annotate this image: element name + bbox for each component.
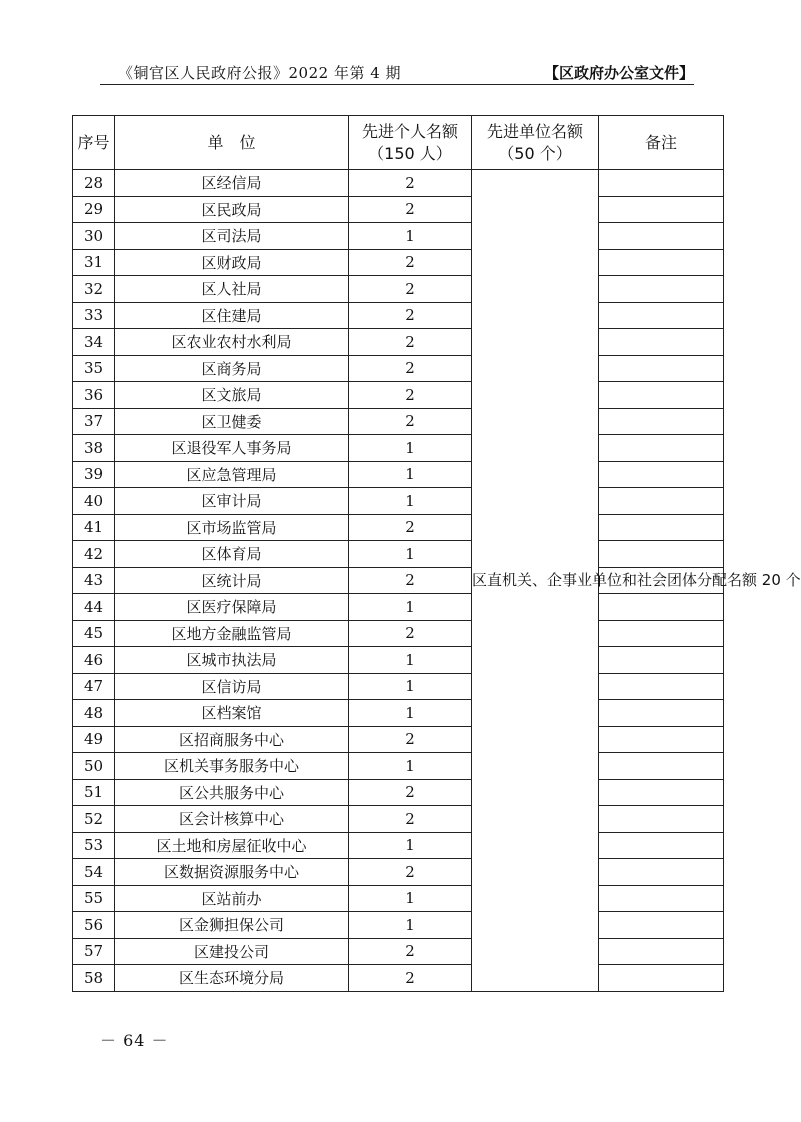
row-remark: [599, 938, 724, 965]
row-remark: [599, 753, 724, 780]
row-individual-quota: 2: [349, 965, 472, 992]
row-individual-quota: 2: [349, 938, 472, 965]
row-index: 44: [73, 594, 115, 621]
row-individual-quota: 1: [349, 753, 472, 780]
document-category: 【区政府办公室文件】: [544, 64, 695, 82]
row-index: 34: [73, 329, 115, 356]
row-individual-quota: 1: [349, 488, 472, 515]
row-remark: [599, 620, 724, 647]
row-remark: [599, 594, 724, 621]
row-individual-quota: 2: [349, 408, 472, 435]
column-header-individual-quota: [349, 116, 472, 170]
table-row: [73, 859, 724, 886]
row-index: 36: [73, 382, 115, 409]
table-row: [73, 541, 724, 568]
row-unit-name: 区医疗保障局: [115, 594, 349, 621]
row-index: 39: [73, 461, 115, 488]
table-row: [73, 514, 724, 541]
row-remark: [599, 276, 724, 303]
table-row: [73, 170, 724, 197]
table-row: [73, 302, 724, 329]
table-row: [73, 594, 724, 621]
row-individual-quota: 1: [349, 700, 472, 727]
row-remark: [599, 170, 724, 197]
row-individual-quota: 2: [349, 779, 472, 806]
table-row: [73, 726, 724, 753]
column-header-unit: 单 位: [115, 116, 349, 170]
row-individual-quota: 1: [349, 461, 472, 488]
row-individual-quota: 2: [349, 514, 472, 541]
row-index: 48: [73, 700, 115, 727]
table-header-row: [73, 116, 724, 170]
unit-quota-label: 先进单位名额: [486, 121, 583, 141]
table-row: [73, 488, 724, 515]
merged-unit-quota-cell: 区直机关、企事业单位和社会团体分配名额 20 个: [472, 170, 599, 992]
row-individual-quota: 1: [349, 541, 472, 568]
table-row: [73, 249, 724, 276]
row-unit-name: 区司法局: [115, 223, 349, 250]
row-index: 50: [73, 753, 115, 780]
row-index: 30: [73, 223, 115, 250]
row-individual-quota: 1: [349, 594, 472, 621]
row-unit-name: 区建投公司: [115, 938, 349, 965]
individual-quota-total: （150 人）: [368, 143, 452, 163]
table-row: [73, 753, 724, 780]
row-index: 38: [73, 435, 115, 462]
table-row: [73, 196, 724, 223]
row-unit-name: 区数据资源服务中心: [115, 859, 349, 886]
table-row: [73, 965, 724, 992]
row-unit-name: 区住建局: [115, 302, 349, 329]
row-individual-quota: 2: [349, 567, 472, 594]
row-unit-name: 区商务局: [115, 355, 349, 382]
row-remark: [599, 329, 724, 356]
row-index: 32: [73, 276, 115, 303]
row-unit-name: 区金狮担保公司: [115, 912, 349, 939]
row-remark: [599, 408, 724, 435]
row-unit-name: 区卫健委: [115, 408, 349, 435]
table-row: [73, 355, 724, 382]
row-index: 37: [73, 408, 115, 435]
row-unit-name: 区体育局: [115, 541, 349, 568]
row-index: 33: [73, 302, 115, 329]
table-row: [73, 382, 724, 409]
row-individual-quota: 2: [349, 249, 472, 276]
table-row: [73, 647, 724, 674]
row-unit-name: 区招商服务中心: [115, 726, 349, 753]
row-index: 54: [73, 859, 115, 886]
row-unit-name: 区生态环境分局: [115, 965, 349, 992]
table-row: [73, 832, 724, 859]
row-index: 46: [73, 647, 115, 674]
row-remark: [599, 965, 724, 992]
row-index: 47: [73, 673, 115, 700]
row-unit-name: 区审计局: [115, 488, 349, 515]
row-index: 55: [73, 885, 115, 912]
row-unit-name: 区民政局: [115, 196, 349, 223]
table-row: [73, 938, 724, 965]
row-index: 58: [73, 965, 115, 992]
row-index: 43: [73, 567, 115, 594]
row-unit-name: 区土地和房屋征收中心: [115, 832, 349, 859]
row-individual-quota: 2: [349, 726, 472, 753]
table-row: [73, 806, 724, 833]
row-unit-name: 区退役军人事务局: [115, 435, 349, 462]
row-index: 49: [73, 726, 115, 753]
row-remark: [599, 461, 724, 488]
row-individual-quota: 2: [349, 329, 472, 356]
row-individual-quota: 2: [349, 859, 472, 886]
table-row: [73, 329, 724, 356]
header-divider: [100, 84, 694, 85]
row-remark: [599, 435, 724, 462]
row-individual-quota: 1: [349, 435, 472, 462]
row-index: 40: [73, 488, 115, 515]
row-individual-quota: 2: [349, 276, 472, 303]
column-header-index: 序号: [73, 116, 115, 170]
row-remark: [599, 832, 724, 859]
row-remark: [599, 488, 724, 515]
row-individual-quota: 1: [349, 912, 472, 939]
table-row: [73, 435, 724, 462]
row-index: 31: [73, 249, 115, 276]
row-index: 45: [73, 620, 115, 647]
row-index: 35: [73, 355, 115, 382]
page-number: － 64 －: [100, 1031, 169, 1050]
column-header-remark: 备注: [599, 116, 724, 170]
row-individual-quota: 2: [349, 196, 472, 223]
row-index: 29: [73, 196, 115, 223]
row-unit-name: 区经信局: [115, 170, 349, 197]
table-row: [73, 620, 724, 647]
row-unit-name: 区文旅局: [115, 382, 349, 409]
row-remark: [599, 514, 724, 541]
row-unit-name: 区人社局: [115, 276, 349, 303]
row-remark: [599, 779, 724, 806]
table-row: [73, 779, 724, 806]
row-remark: [599, 302, 724, 329]
table-row: [73, 700, 724, 727]
row-unit-name: 区农业农村水利局: [115, 329, 349, 356]
row-remark: [599, 223, 724, 250]
row-remark: [599, 912, 724, 939]
row-individual-quota: 1: [349, 647, 472, 674]
row-remark: [599, 700, 724, 727]
table-row: [73, 673, 724, 700]
table-row: [73, 223, 724, 250]
row-unit-name: 区统计局: [115, 567, 349, 594]
row-remark: [599, 382, 724, 409]
row-unit-name: 区档案馆: [115, 700, 349, 727]
unit-quota-total: （50 个）: [498, 143, 572, 163]
table-row: [73, 885, 724, 912]
row-individual-quota: 1: [349, 832, 472, 859]
column-header-unit-quota: [472, 116, 599, 170]
row-unit-name: 区应急管理局: [115, 461, 349, 488]
row-index: 28: [73, 170, 115, 197]
row-individual-quota: 2: [349, 355, 472, 382]
row-unit-name: 区城市执法局: [115, 647, 349, 674]
row-unit-name: 区财政局: [115, 249, 349, 276]
row-unit-name: 区站前办: [115, 885, 349, 912]
row-unit-name: 区信访局: [115, 673, 349, 700]
row-index: 42: [73, 541, 115, 568]
row-remark: [599, 806, 724, 833]
row-individual-quota: 2: [349, 302, 472, 329]
table-row: [73, 912, 724, 939]
row-unit-name: 区机关事务服务中心: [115, 753, 349, 780]
row-index: 57: [73, 938, 115, 965]
bulletin-title: 《铜官区人民政府公报》2022 年第 4 期: [118, 64, 402, 82]
row-individual-quota: 2: [349, 806, 472, 833]
row-remark: [599, 541, 724, 568]
row-index: 56: [73, 912, 115, 939]
row-individual-quota: 2: [349, 170, 472, 197]
row-individual-quota: 1: [349, 223, 472, 250]
table-body: [73, 170, 801, 992]
table-row: [73, 276, 724, 303]
table-row: [73, 461, 724, 488]
row-index: 52: [73, 806, 115, 833]
row-index: 51: [73, 779, 115, 806]
table-row: [73, 408, 724, 435]
row-unit-name: 区地方金融监管局: [115, 620, 349, 647]
row-unit-name: 区会计核算中心: [115, 806, 349, 833]
row-remark: [599, 196, 724, 223]
row-individual-quota: 2: [349, 620, 472, 647]
quota-table: [72, 115, 801, 992]
row-remark: [599, 885, 724, 912]
row-index: 41: [73, 514, 115, 541]
row-remark: [599, 859, 724, 886]
row-individual-quota: 2: [349, 382, 472, 409]
row-individual-quota: 1: [349, 673, 472, 700]
row-remark: [599, 355, 724, 382]
row-remark: [599, 647, 724, 674]
row-index: 53: [73, 832, 115, 859]
row-individual-quota: 1: [349, 885, 472, 912]
row-remark: [599, 726, 724, 753]
row-remark: [599, 249, 724, 276]
row-unit-name: 区市场监管局: [115, 514, 349, 541]
row-remark: [599, 673, 724, 700]
row-unit-name: 区公共服务中心: [115, 779, 349, 806]
individual-quota-label: 先进个人名额: [361, 121, 458, 141]
